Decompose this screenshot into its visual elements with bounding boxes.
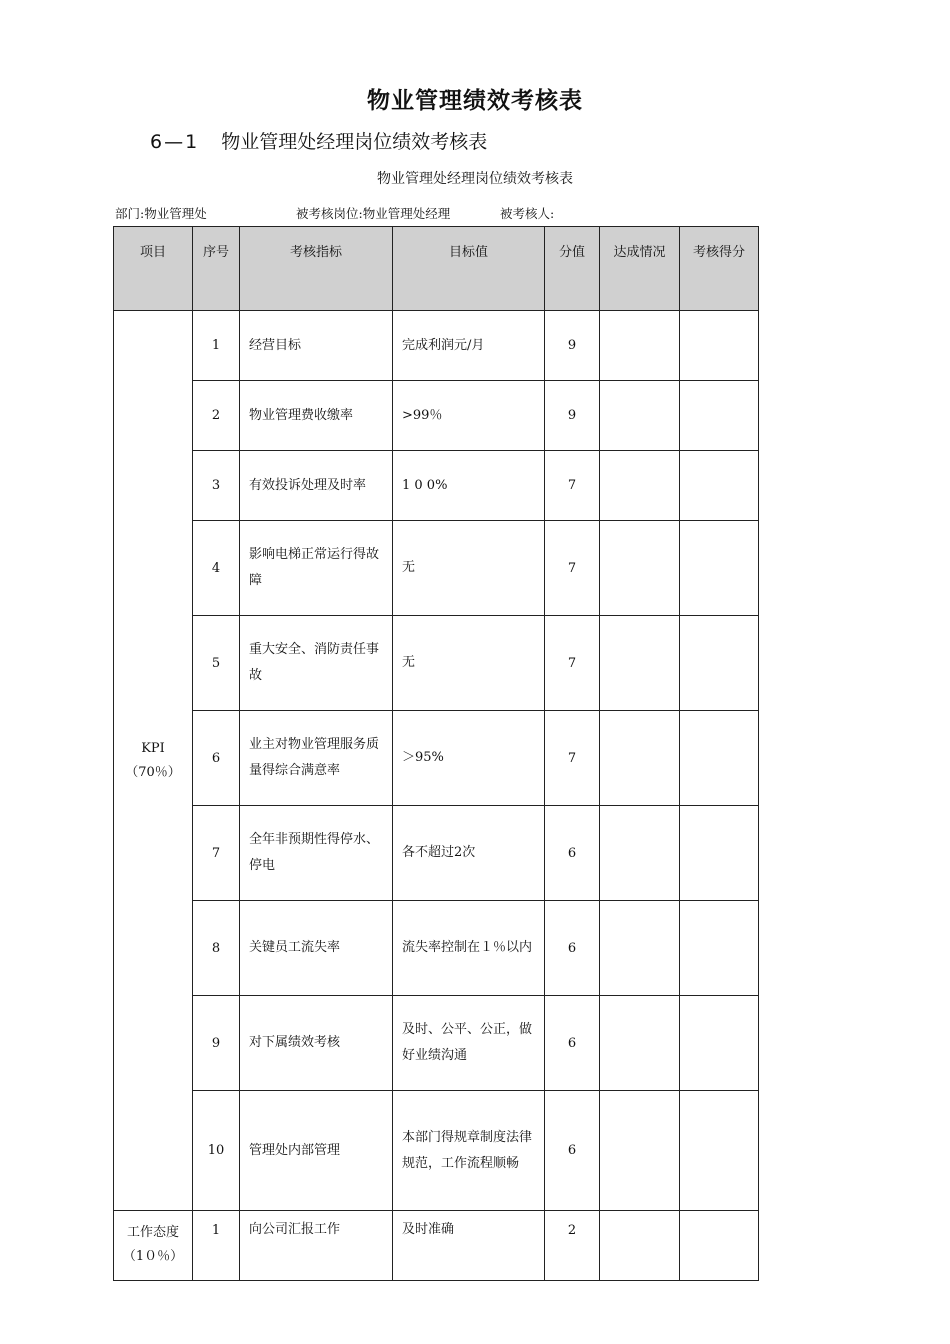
table-row (114, 1091, 759, 1211)
achievement-cell[interactable] (600, 521, 680, 616)
section-heading (150, 127, 487, 154)
row-number: 9 (193, 996, 240, 1091)
target-cell: 无 (393, 616, 545, 711)
row-number: 2 (193, 381, 240, 451)
result-cell[interactable] (680, 901, 759, 996)
table-caption: 物业管理处经理岗位绩效考核表 (377, 171, 573, 187)
section-number: 6—1 (150, 131, 200, 153)
table-row (114, 1211, 759, 1281)
score-cell: 7 (545, 616, 600, 711)
target-cell: 流失率控制在１％以内 (393, 901, 545, 996)
header-score: 分值 (545, 227, 600, 311)
row-number: 10 (193, 1091, 240, 1211)
result-cell[interactable] (680, 521, 759, 616)
score-cell: 6 (545, 806, 600, 901)
target-cell: 1 0 0% (393, 451, 545, 521)
achievement-cell[interactable] (600, 311, 680, 381)
score-cell: 6 (545, 901, 600, 996)
indicator-cell: 对下属绩效考核 (240, 996, 393, 1091)
score-cell: 9 (545, 311, 600, 381)
row-number: 3 (193, 451, 240, 521)
indicator-cell: 向公司汇报工作 (240, 1211, 393, 1281)
achievement-cell[interactable] (600, 1091, 680, 1211)
table-row (114, 901, 759, 996)
target-cell: 各不超过2次 (393, 806, 545, 901)
table-row (114, 311, 759, 381)
result-cell[interactable] (680, 1091, 759, 1211)
header-number: 序号 (193, 227, 240, 311)
achievement-cell[interactable] (600, 996, 680, 1091)
position-field: 被考核岗位:物业管理处经理 (296, 206, 451, 221)
result-cell[interactable] (680, 806, 759, 901)
score-cell: 6 (545, 996, 600, 1091)
row-number: 1 (193, 311, 240, 381)
header-indicator: 考核指标 (240, 227, 393, 311)
indicator-cell: 重大安全、消防责任事故 (240, 616, 393, 711)
target-cell: 及时、公平、公正，做好业绩沟通 (393, 996, 545, 1091)
result-cell[interactable] (680, 381, 759, 451)
indicator-cell: 关键员工流失率 (240, 901, 393, 996)
achievement-cell[interactable] (600, 616, 680, 711)
achievement-cell[interactable] (600, 1211, 680, 1281)
indicator-cell: 管理处内部管理 (240, 1091, 393, 1211)
achievement-cell[interactable] (600, 901, 680, 996)
target-cell: 及时准确 (393, 1211, 545, 1281)
target-cell: ＞95% (393, 711, 545, 806)
target-cell: 完成利润元/月 (393, 311, 545, 381)
row-number: 6 (193, 711, 240, 806)
result-cell[interactable] (680, 616, 759, 711)
target-cell: 无 (393, 521, 545, 616)
project-cell-kpi: KPI（70％） (114, 311, 193, 1211)
result-cell[interactable] (680, 311, 759, 381)
score-cell: 6 (545, 1091, 600, 1211)
header-result: 考核得分 (680, 227, 759, 311)
achievement-cell[interactable] (600, 451, 680, 521)
row-number: 5 (193, 616, 240, 711)
result-cell[interactable] (680, 1211, 759, 1281)
header-project: 项目 (114, 227, 193, 311)
score-cell: 7 (545, 451, 600, 521)
achievement-cell[interactable] (600, 381, 680, 451)
header-target: 目标值 (393, 227, 545, 311)
table-row (114, 711, 759, 806)
indicator-cell: 影响电梯正常运行得故障 (240, 521, 393, 616)
score-cell: 9 (545, 381, 600, 451)
indicator-cell: 物业管理费收缴率 (240, 381, 393, 451)
document-title: 物业管理绩效考核表 (367, 87, 583, 114)
indicator-cell: 有效投诉处理及时率 (240, 451, 393, 521)
assessee-field: 被考核人: (500, 206, 555, 221)
row-number: 1 (193, 1211, 240, 1281)
section-title: 物业管理处经理岗位绩效考核表 (221, 131, 488, 153)
result-cell[interactable] (680, 711, 759, 806)
table-row (114, 806, 759, 901)
result-cell[interactable] (680, 996, 759, 1091)
achievement-cell[interactable] (600, 806, 680, 901)
row-number: 7 (193, 806, 240, 901)
score-cell: 2 (545, 1211, 600, 1281)
table-header-row (114, 227, 759, 311)
indicator-cell: 业主对物业管理服务质量得综合满意率 (240, 711, 393, 806)
achievement-cell[interactable] (600, 711, 680, 806)
assessment-table (113, 226, 759, 1281)
project-cell-attitude: 工作态度（1０％） (114, 1211, 193, 1281)
indicator-cell: 全年非预期性得停水、停电 (240, 806, 393, 901)
department-field: 部门:物业管理处 (115, 206, 207, 221)
table-row (114, 451, 759, 521)
table-row (114, 996, 759, 1091)
indicator-cell: 经营目标 (240, 311, 393, 381)
result-cell[interactable] (680, 451, 759, 521)
table-row (114, 521, 759, 616)
header-achievement: 达成情况 (600, 227, 680, 311)
table-row (114, 381, 759, 451)
score-cell: 7 (545, 521, 600, 616)
target-cell: 本部门得规章制度法律规范，工作流程顺畅 (393, 1091, 545, 1211)
target-cell: >99％ (393, 381, 545, 451)
score-cell: 7 (545, 711, 600, 806)
table-row (114, 616, 759, 711)
row-number: 8 (193, 901, 240, 996)
row-number: 4 (193, 521, 240, 616)
